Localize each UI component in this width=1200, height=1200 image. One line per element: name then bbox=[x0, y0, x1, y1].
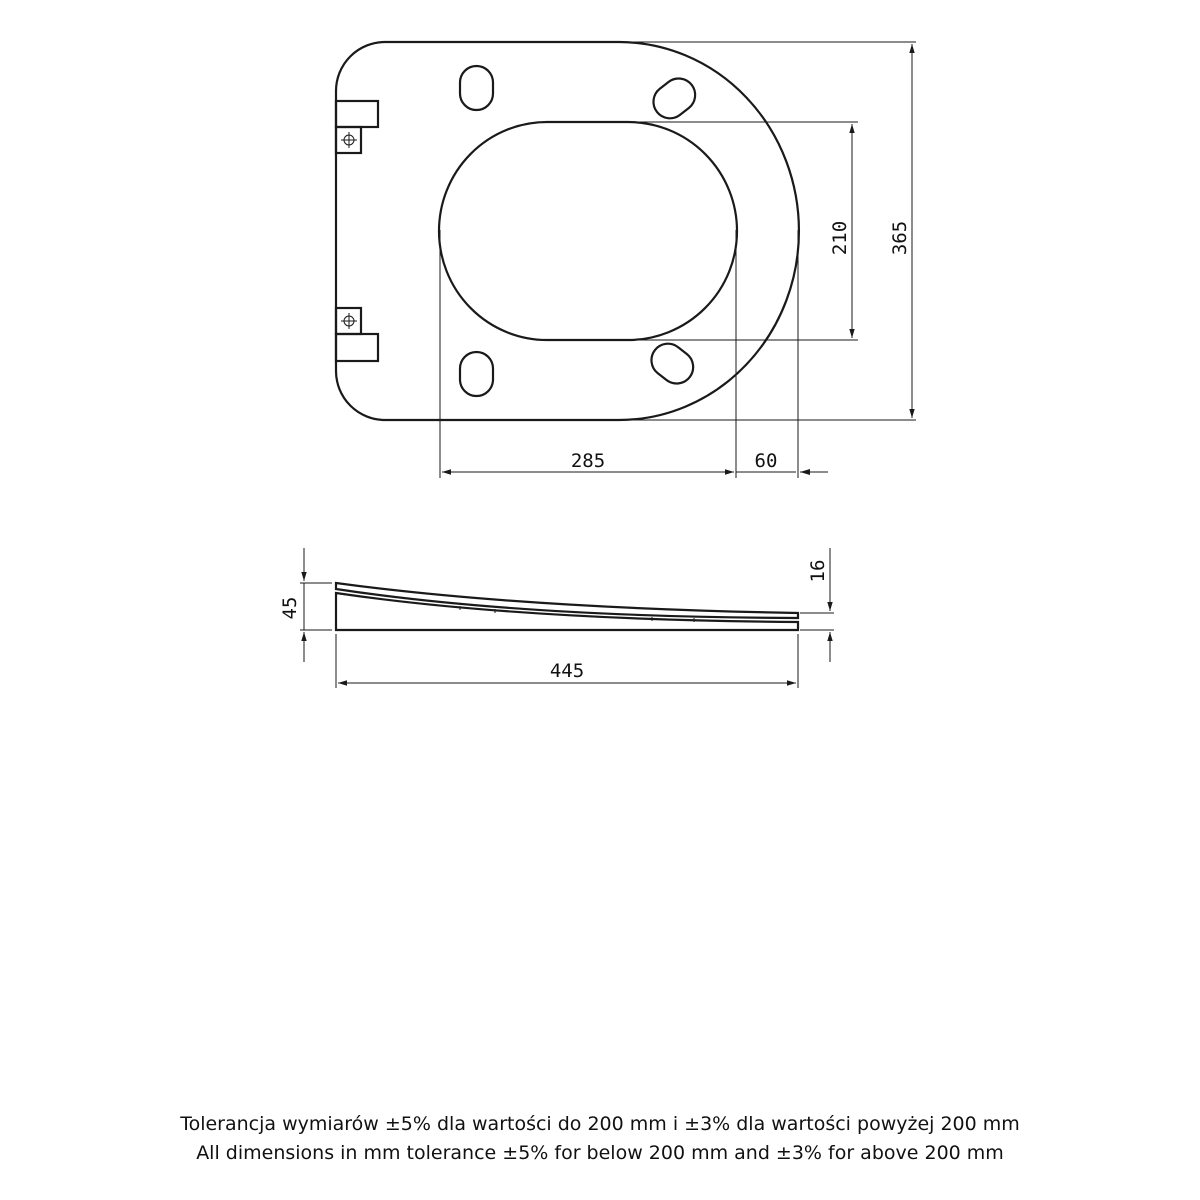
lid-profile bbox=[336, 583, 798, 618]
top-view bbox=[336, 42, 916, 478]
dim-inner-length: 285 bbox=[570, 450, 606, 472]
bumper-slot bbox=[460, 352, 493, 396]
seat-outline bbox=[336, 42, 799, 420]
bumper-slot bbox=[460, 66, 493, 110]
bumper-slot bbox=[647, 72, 702, 125]
dim-overall-length: 445 bbox=[549, 660, 585, 682]
seat-opening bbox=[439, 122, 737, 340]
dim-seat-height: 45 bbox=[279, 596, 301, 620]
dim-inner-width: 210 bbox=[829, 220, 851, 256]
tolerance-notes bbox=[0, 1110, 1200, 1168]
dim-rim-width: 60 bbox=[754, 450, 778, 472]
side-view bbox=[279, 548, 834, 688]
tolerance-note-polish: Tolerancja wymiarów ±5% dla wartości do 200 mm i ±3% dla wartości powyżej 200 mm bbox=[180, 1113, 1020, 1135]
bumper-slot bbox=[645, 337, 700, 390]
hinge-top bbox=[336, 101, 378, 153]
hinge-bottom bbox=[336, 308, 378, 361]
dim-overall-width: 365 bbox=[889, 220, 911, 256]
dim-rim-thickness: 16 bbox=[807, 559, 829, 583]
tolerance-note-english: All dimensions in mm tolerance ±5% for below 200 mm and ±3% for above 200 mm bbox=[196, 1142, 1004, 1164]
